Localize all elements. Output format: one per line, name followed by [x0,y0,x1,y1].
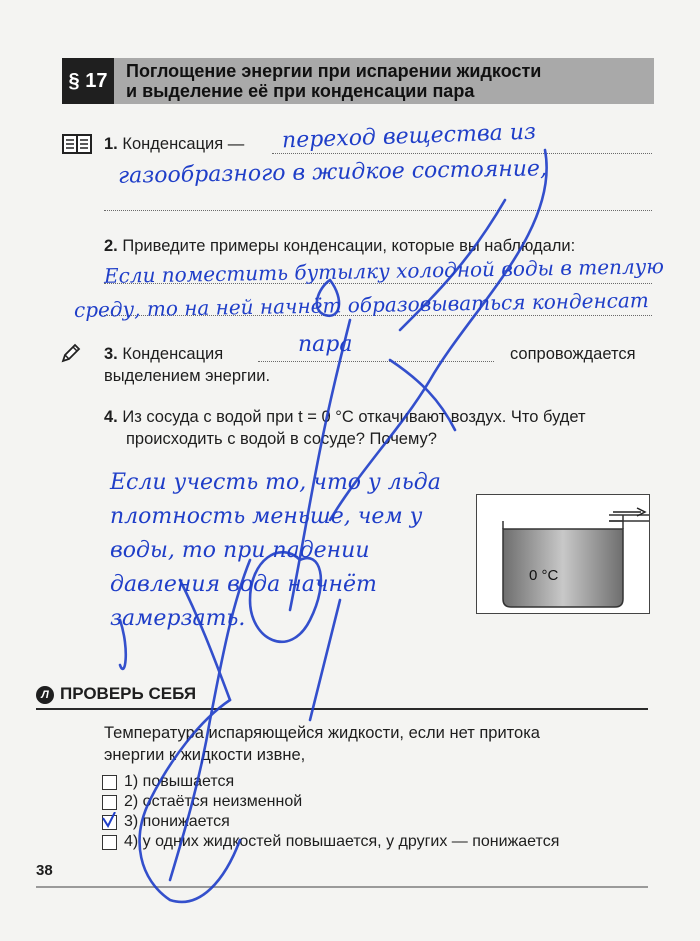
q1-label [104,133,244,155]
q1-handwritten-1: переход вещества из [281,119,537,154]
q4-label [104,406,664,450]
check-heading: ПРОВЕРЬ СЕБЯ [60,684,197,703]
check-question [104,722,652,766]
q4-handwritten-answer [110,470,470,632]
option-3-label: 3) понижается [124,813,230,830]
vessel-figure [476,494,650,614]
q4-handwritten-line: плотность меньше, чем у [110,504,423,529]
check-question-line2: энергии к жидкости извне, [104,746,306,764]
check-mark-icon [101,812,117,828]
option-1-checkbox[interactable] [102,775,117,790]
option-4-checkbox[interactable] [102,835,117,850]
book-icon [62,134,92,159]
q4-handwritten-line: замерзать. [110,606,246,631]
q3-answer-line [258,361,494,362]
option-2-label: 2) остаётся неизменной [124,793,303,810]
page-number: 38 [36,862,53,879]
q4-handwritten-line: Если учесть то, что у льда [110,470,441,495]
q3-text-before: Конденсация [122,345,224,363]
option-4-label: 4) у одних жидкостей повышается, у других — понижается [124,833,560,850]
section-title-line2: и выделение её при конденсации пара [126,81,475,101]
option-4[interactable] [102,832,559,852]
q4-handwritten-line: давления вода начнёт [110,572,377,597]
option-2[interactable] [102,792,302,812]
q2-label [104,235,575,257]
pencil-icon [60,342,82,369]
option-2-checkbox[interactable] [102,795,117,810]
q1-number: 1. [104,135,118,153]
check-icon-letter: Л [41,689,49,701]
q3-number: 3. [104,345,118,363]
q1-handwritten-2: газообразного в жидкое состояние, [117,156,548,189]
q4-handwritten-line: воды, то при падении [110,538,370,563]
vessel-temperature-label: 0 °С [529,567,559,584]
q2-number: 2. [104,237,118,255]
q3-label [104,343,223,365]
option-3[interactable] [102,812,230,832]
check-heading-rule [36,708,648,710]
footer-rule [36,886,648,888]
q4-text-line2: происходить с водой в сосуде? Почему? [126,430,437,448]
q1-answer-line-1 [272,153,652,154]
q2-handwritten-1: Если поместить бутылку холодной воды в теплую [103,254,665,288]
q4-text-line1: Из сосуда с водой при t = 0 °С откачивают воздух. Что будет [122,408,586,426]
option-3-checkbox[interactable] [102,815,117,830]
check-icon [36,686,54,704]
q3-text-line2: выделением энергии. [104,367,271,385]
q2-text: Приведите примеры конденсации, которые вы наблюдали: [122,237,576,255]
q3-handwritten: пара [298,332,353,357]
q2-handwritten-2: среду, то на ней начнёт образовываться конденсат [73,287,649,323]
q1-text: Конденсация — [122,135,245,153]
q1-answer-line-2 [104,210,652,211]
section-number: § 17 [62,58,114,104]
check-question-line1: Температура испаряющейся жидкости, если нет притока [104,724,540,742]
section-title-line1: Поглощение энергии при испарении жидкости [126,61,542,81]
q4-number: 4. [104,408,118,426]
q3-text-after: сопровождается [510,345,636,363]
option-1[interactable] [102,772,234,792]
option-1-label: 1) повышается [124,773,235,790]
section-title [126,61,646,101]
